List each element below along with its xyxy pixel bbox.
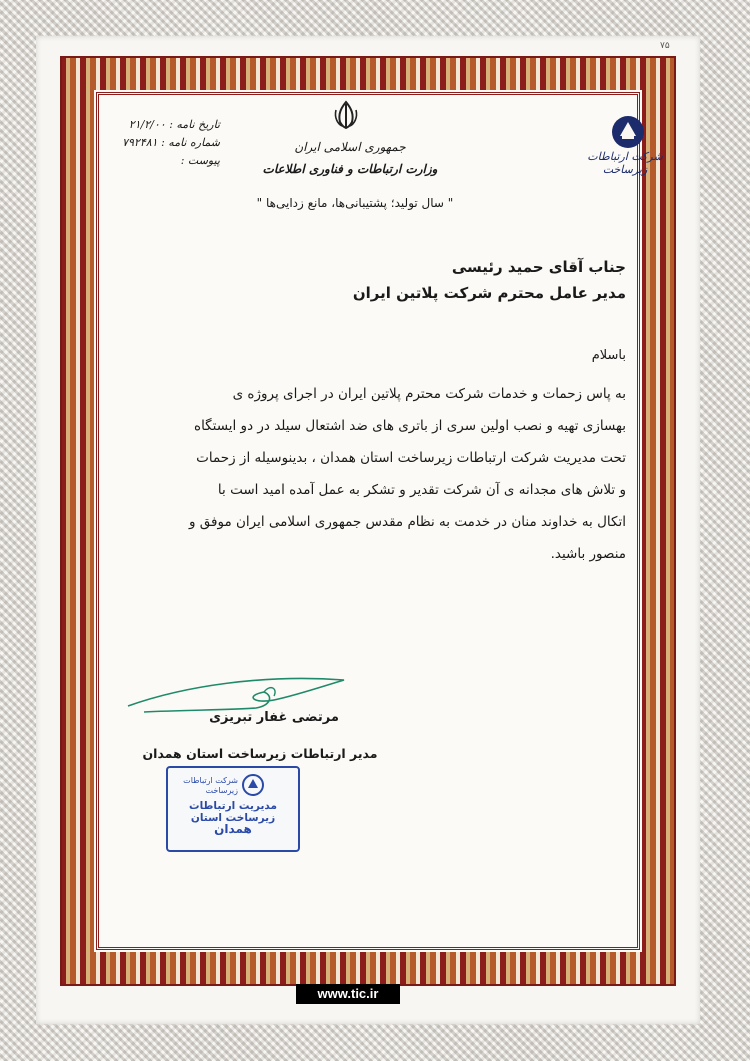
iran-emblem-icon (332, 100, 360, 130)
letter-body (116, 378, 626, 570)
letter-content (100, 96, 663, 946)
signer-name: مرتضی غفار تبریزی (209, 710, 339, 725)
body-line: منصور باشید. (550, 546, 626, 562)
letter-meta (100, 118, 220, 172)
official-stamp (166, 766, 300, 852)
body-line: و تلاش های مجدانه ی آن شرکت تقدیر و تشکر به عمل آمده امید است با (217, 482, 626, 498)
body-line: اتکال به خداوند منان در خدمت به نظام مقدس جمهوری اسلامی ایران موفق و (188, 514, 626, 530)
recipient-position: مدیر عامل محترم شرکت پلاتین ایران (352, 284, 626, 302)
recipient-name: جناب آقای حمید رئیسی (451, 258, 626, 276)
stamp-line1: مدیریت ارتباطات زیرساخت استان (189, 800, 277, 824)
letter-attachment: پیوست : (180, 154, 220, 167)
body-line: به پاس زحمات و خدمات شرکت محترم پلاتین ایران در اجرای پروژه ی (232, 386, 626, 402)
page-number: ۷۵ (660, 40, 670, 50)
tic-logo-icon (610, 114, 646, 150)
letter-date: تاریخ نامه : ۲۱/۲/۰۰ (128, 118, 220, 131)
company-logo-caption: شرکت ارتباطات زیرساخت (587, 150, 663, 176)
website-link[interactable]: www.tic.ir (296, 984, 400, 1004)
stamp-top-text: شرکت ارتباطات زیرساخت (183, 776, 238, 795)
header-ministry: وزارت ارتباطات و فناوری اطلاعات (262, 162, 438, 176)
header-republic: جمهوری اسلامی ایران (294, 140, 406, 154)
header-slogan: " سال تولید؛ پشتیبانی‌ها، مانع زدایی‌ها " (256, 196, 454, 210)
signer-title: مدیر ارتباطات زیرساخت استان همدان (142, 746, 378, 761)
body-line: تحت مدیریت شرکت ارتباطات زیرساخت استان همدان ، بدینوسیله از زحمات (196, 450, 626, 466)
body-line: بهسازی تهیه و نصب اولین سری از باتری های ضد اشتعال سیلد در دو ایستگاه (194, 418, 626, 434)
stamp-line2: همدان (214, 822, 252, 836)
letter-number: شماره نامه : ۷۹۲۴۸۱ (122, 136, 220, 149)
recipient-block (353, 258, 626, 302)
stamp-logo-icon (242, 774, 264, 796)
greeting: باسلام (591, 348, 626, 363)
